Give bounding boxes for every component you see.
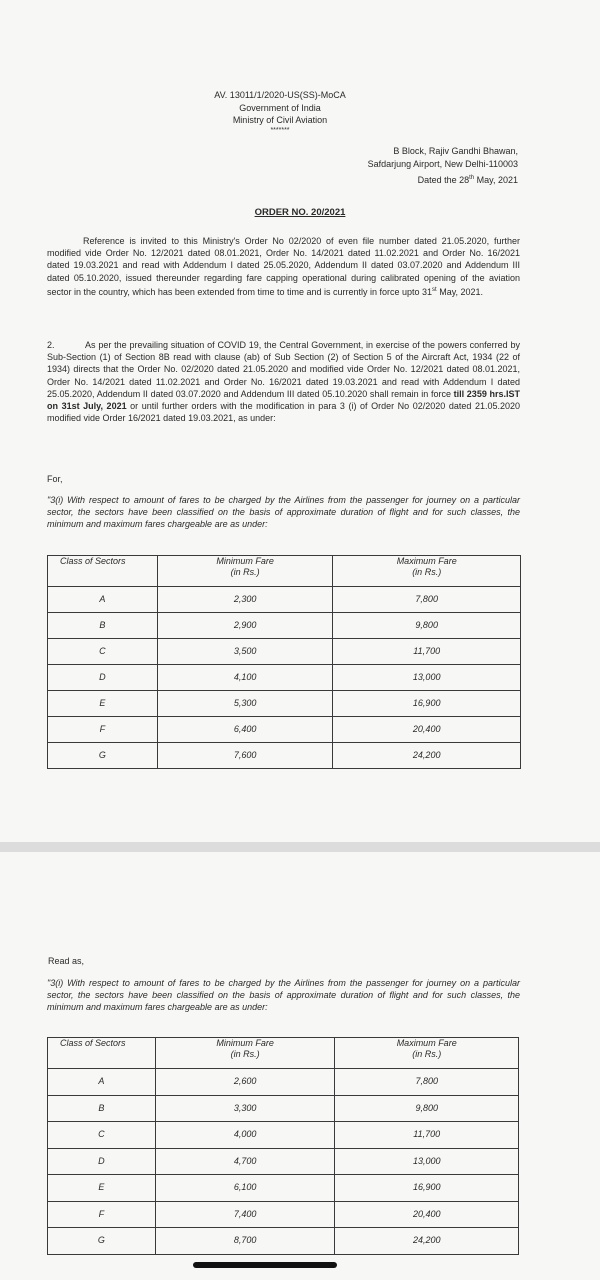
cell-min-fare: 5,300	[157, 691, 333, 717]
table-row	[48, 1148, 519, 1175]
read-as-label: Read as,	[48, 956, 85, 966]
cell-max-fare: 13,000	[333, 665, 521, 691]
for-label: For,	[47, 474, 63, 484]
cell-min-fare: 4,000	[155, 1122, 335, 1149]
cell-class: G	[48, 1228, 156, 1255]
cell-min-fare: 3,500	[157, 639, 333, 665]
fare-table-original	[47, 555, 521, 769]
cell-min-fare: 7,400	[155, 1201, 335, 1228]
table-header-row	[48, 556, 521, 587]
cell-class: D	[48, 1148, 156, 1175]
cell-max-fare: 7,800	[333, 587, 521, 613]
table-row	[48, 1095, 519, 1122]
header-class: Class of Sectors	[48, 1038, 156, 1069]
cell-min-fare: 2,300	[157, 587, 333, 613]
table-row	[48, 639, 521, 665]
table-row	[48, 665, 521, 691]
letterhead	[150, 89, 410, 135]
cell-min-fare: 6,100	[155, 1175, 335, 1202]
header-min-fare: Minimum Fare (in Rs.)	[157, 556, 333, 587]
paragraph-2: 2. As per the prevailing situation of COVID 19, the Central Government, in exercise of the powers conferred by Sub-Section (1) of Section 8B read with clause (ab) of Sub Section (2) of Section 5 of the Aircraft Act, 1934 (22 of 1934) directs that the Order No. 02/2020 dated 21.05.2020 and modified vide Order No. 12/2021 dated 08.01.2021, Order No. 14/2021 dated 11.02.2021 and Order No. 16/2021 dated 19.03.2021 and read with Addendum I dated 25.05.2020, Addendum II dated 03.07.2020 and Addendum III dated 05.10.2020 shall remain in force till 2359 hrs.IST on 31st July, 2021 or until further orders with the modification in para 3 (i) of Order No 02/2020 dated 21.05.2020 modified vide Order 16/2021 dated 19.03.2021, as under:	[47, 340, 521, 424]
cell-min-fare: 2,900	[157, 613, 333, 639]
table-row	[48, 691, 521, 717]
cell-min-fare: 6,400	[157, 717, 333, 743]
cell-class: C	[48, 1122, 156, 1149]
cell-min-fare: 2,600	[155, 1069, 335, 1096]
cell-class: F	[48, 717, 158, 743]
table-row	[48, 1175, 519, 1202]
cell-min-fare: 4,700	[155, 1148, 335, 1175]
ministry-label: Ministry of Civil Aviation	[232, 115, 328, 125]
table-row	[48, 1201, 519, 1228]
cell-class: B	[48, 1095, 156, 1122]
cell-max-fare: 20,400	[333, 717, 521, 743]
address-line-2: Safdarjung Airport, New Delhi-110003	[367, 158, 518, 169]
header-min-fare: Minimum Fare (in Rs.)	[155, 1038, 335, 1069]
table-row	[48, 717, 521, 743]
cell-class: G	[48, 743, 158, 769]
table-row	[48, 743, 521, 769]
cell-max-fare: 9,800	[335, 1095, 519, 1122]
cell-class: C	[48, 639, 158, 665]
cell-min-fare: 4,100	[157, 665, 333, 691]
table-row	[48, 587, 521, 613]
table-row	[48, 1228, 519, 1255]
cell-min-fare: 7,600	[157, 743, 333, 769]
cell-class: D	[48, 665, 158, 691]
home-indicator-bar[interactable]	[193, 1262, 337, 1268]
cell-max-fare: 7,800	[335, 1069, 519, 1096]
cell-max-fare: 13,000	[335, 1148, 519, 1175]
clause-text-original: "3(i) With respect to amount of fares to be charged by the Airlines from the passenger for journey on a particular sector, the sectors have been classified on the basis of approximate duration of flight and for such classes, the minimum and maximum fares chargeable are as under:	[47, 495, 520, 530]
document-page-2	[0, 852, 600, 1280]
cell-max-fare: 9,800	[333, 613, 521, 639]
header-class: Class of Sectors	[48, 556, 158, 587]
cell-class: A	[48, 1069, 156, 1096]
order-date: Dated the 28th May, 2021	[417, 175, 518, 185]
paragraph-1: Reference is invited to this Ministry's Order No 02/2020 of even file number dated 21.05.2020, further modified vide Order No. 12/2021 dated 08.01.2021, Order No. 14/2021 dated 11.02.2021 and Order No. 16/2021 dated 19.03.2021 and read with Addendum I dated 25.05.2020, Addendum II dated 03.07.2020 and Addendum III dated 05.10.2020, issued thereunder regarding fare capping operational during calibrated opening of the aviation sector in the country, which has been extended from time to time and is currently in force upto 31st May, 2021.	[47, 236, 520, 297]
table-row	[48, 613, 521, 639]
cell-max-fare: 20,400	[335, 1201, 519, 1228]
fare-table-revised	[47, 1037, 519, 1255]
order-title: ORDER NO. 20/2021	[254, 207, 346, 218]
cell-min-fare: 8,700	[155, 1228, 335, 1255]
government-label: Government of India	[239, 102, 321, 113]
table-header-row	[48, 1038, 519, 1069]
table-row	[48, 1122, 519, 1149]
cell-max-fare: 24,200	[333, 743, 521, 769]
cell-max-fare: 11,700	[333, 639, 521, 665]
table-row	[48, 1069, 519, 1096]
clause-text-revised: "3(i) With respect to amount of fares to be charged by the Airlines from the passenger for journey on a particular sector, the sectors have been classified on the basis of approximate duration of flight and for such classes, the minimum and maximum fares chargeable are as under:	[47, 978, 520, 1013]
cell-max-fare: 11,700	[335, 1122, 519, 1149]
stars-divider: *******	[270, 126, 290, 134]
cell-min-fare: 3,300	[155, 1095, 335, 1122]
address-line-1: B Block, Rajiv Gandhi Bhawan,	[393, 146, 518, 156]
file-number: AV. 13011/1/2020-US(SS)-MoCA	[214, 90, 346, 100]
cell-class: E	[48, 1175, 156, 1202]
cell-class: A	[48, 587, 158, 613]
address-block	[368, 145, 518, 187]
header-max-fare: Maximum Fare (in Rs.)	[333, 556, 521, 587]
cell-max-fare: 16,900	[335, 1175, 519, 1202]
cell-class: F	[48, 1201, 156, 1228]
cell-max-fare: 16,900	[333, 691, 521, 717]
cell-class: B	[48, 613, 158, 639]
cell-max-fare: 24,200	[335, 1228, 519, 1255]
cell-class: E	[48, 691, 158, 717]
header-max-fare: Maximum Fare (in Rs.)	[335, 1038, 519, 1069]
